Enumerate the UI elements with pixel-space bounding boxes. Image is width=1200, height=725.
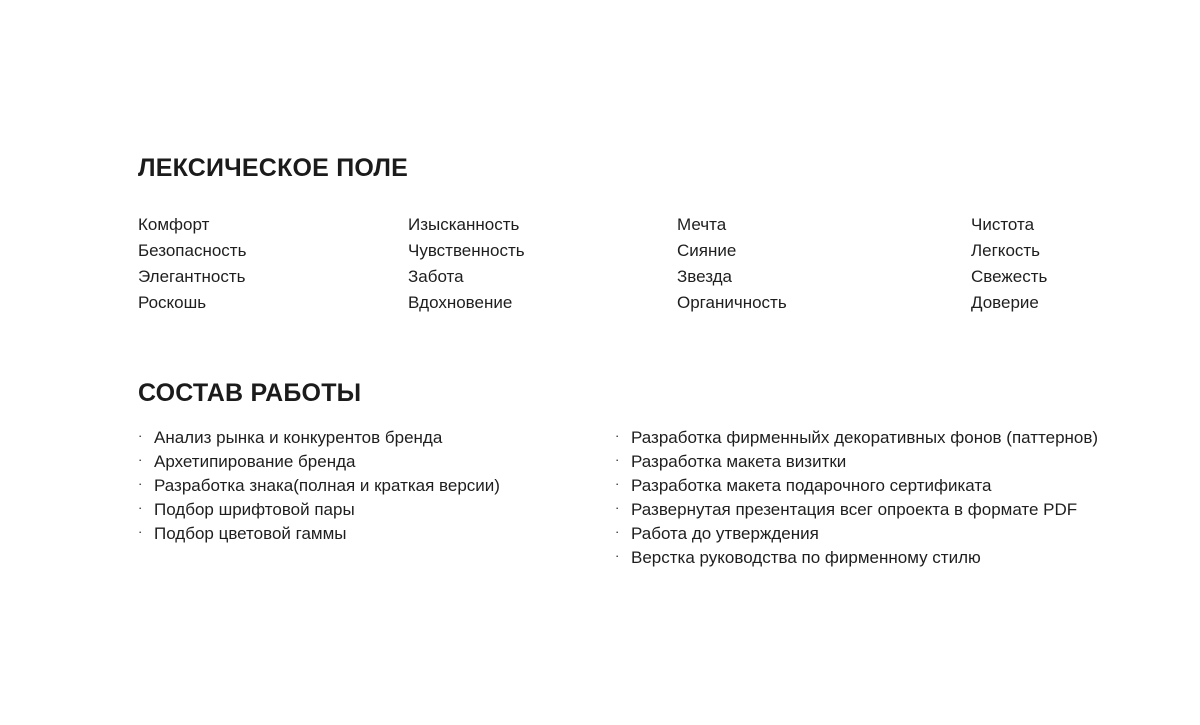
lexical-word: Легкость [971, 241, 1041, 260]
bullet-icon: · [615, 524, 620, 539]
bullet-icon: · [615, 500, 620, 515]
lexical-column-1 [138, 212, 246, 316]
bullet-icon: · [615, 476, 620, 491]
work-item-label: Анализ рынка и конкурентов бренда [154, 428, 443, 447]
bullet-icon: · [138, 524, 143, 539]
lexical-word: Забота [408, 267, 464, 286]
work-item-label: Подбор шрифтовой пары [154, 500, 355, 519]
work-item [138, 450, 500, 474]
scope-of-work-title: СОСТАВ РАБОТЫ [138, 379, 362, 407]
work-item [615, 426, 1098, 450]
lexical-word: Звезда [677, 267, 732, 286]
work-item-label: Развернутая презентация всег опроекта в формате PDF [631, 500, 1078, 519]
work-item-label: Разработка фирменныйх декоративных фонов (паттернов) [631, 428, 1099, 447]
work-item [615, 474, 1098, 498]
work-item [615, 522, 1098, 546]
lexical-word: Свежесть [971, 267, 1048, 286]
work-item [138, 426, 500, 450]
work-item [615, 546, 1098, 570]
bullet-icon: · [615, 428, 620, 443]
lexical-word: Чистота [971, 215, 1035, 234]
bullet-icon: · [615, 452, 620, 467]
work-item-label: Разработка знака(полная и краткая версии) [154, 476, 500, 495]
lexical-word: Органичность [677, 293, 787, 312]
work-list-right [615, 426, 1098, 570]
bullet-icon: · [615, 548, 620, 563]
work-list-left [138, 426, 500, 546]
work-item [615, 450, 1098, 474]
lexical-word: Доверие [971, 293, 1039, 312]
bullet-icon: · [138, 452, 143, 467]
lexical-column-3 [677, 212, 787, 316]
lexical-column-2 [408, 212, 525, 316]
lexical-word: Сияние [677, 241, 737, 260]
work-item-label: Архетипирование бренда [154, 452, 356, 471]
lexical-word: Вдохновение [408, 293, 513, 312]
lexical-word: Изысканность [408, 215, 520, 234]
lexical-word: Безопасность [138, 241, 247, 260]
work-item [138, 474, 500, 498]
work-item [138, 522, 500, 546]
work-item-label: Разработка макета подарочного сертификата [631, 476, 992, 495]
lexical-word: Комфорт [138, 215, 210, 234]
work-item-label: Разработка макета визитки [631, 452, 847, 471]
lexical-word: Элегантность [138, 267, 246, 286]
work-item [615, 498, 1098, 522]
work-item-label: Верстка руководства по фирменному стилю [631, 548, 981, 567]
lexical-word: Чувственность [408, 241, 525, 260]
bullet-icon: · [138, 500, 143, 515]
lexical-word: Мечта [677, 215, 727, 234]
work-item [138, 498, 500, 522]
work-item-label: Подбор цветовой гаммы [154, 524, 347, 543]
lexical-word: Роскошь [138, 293, 207, 312]
work-item-label: Работа до утверждения [631, 524, 819, 543]
lexical-column-4 [971, 212, 1047, 316]
bullet-icon: · [138, 428, 143, 443]
bullet-icon: · [138, 476, 143, 491]
lexical-field-title: ЛЕКСИЧЕСКОЕ ПОЛЕ [138, 154, 408, 182]
